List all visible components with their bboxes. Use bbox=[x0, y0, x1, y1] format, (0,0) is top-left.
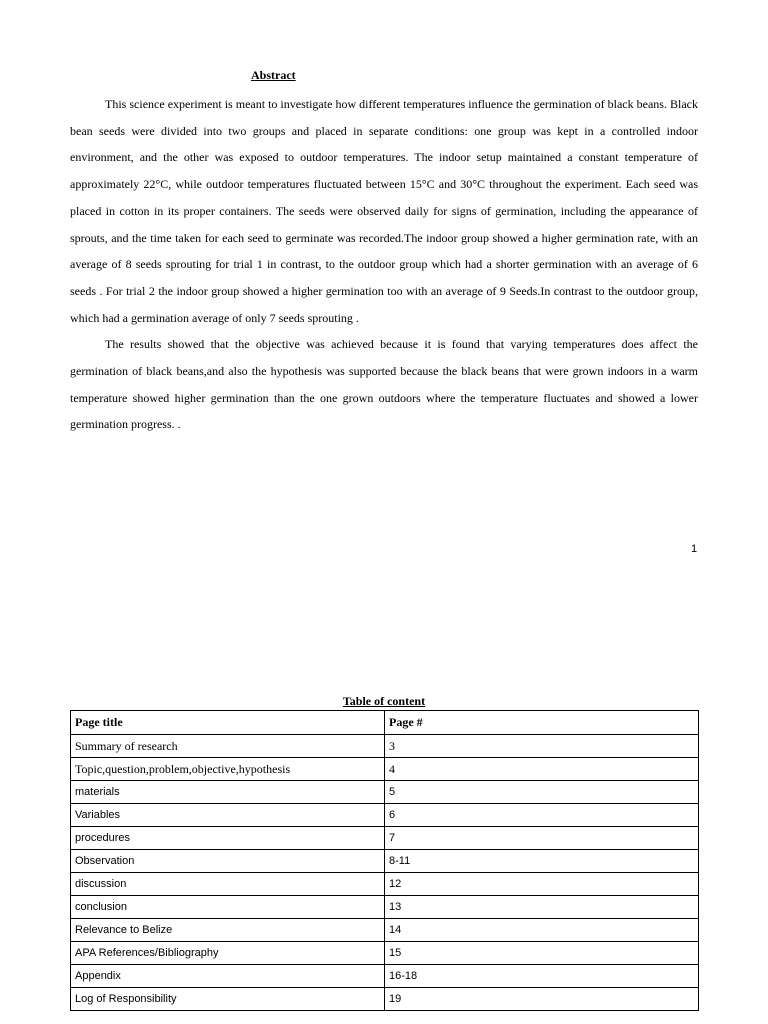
toc-row-page: 13 bbox=[385, 896, 699, 919]
toc-row-page: 4 bbox=[385, 758, 699, 781]
abstract-body bbox=[70, 91, 698, 438]
toc-row-title: discussion bbox=[71, 873, 385, 896]
toc-row bbox=[71, 919, 699, 942]
toc-row-title: Appendix bbox=[71, 965, 385, 988]
abstract-title: Abstract bbox=[251, 68, 296, 82]
toc-row-page: 14 bbox=[385, 919, 699, 942]
toc-row bbox=[71, 758, 699, 781]
toc-row bbox=[71, 804, 699, 827]
toc-row-title: Log of Responsibility bbox=[71, 988, 385, 1011]
toc-row-page: 7 bbox=[385, 827, 699, 850]
toc-row-title: procedures bbox=[71, 827, 385, 850]
toc-row-page: 6 bbox=[385, 804, 699, 827]
toc-row bbox=[71, 735, 699, 758]
toc-title: Table of content bbox=[342, 694, 426, 708]
toc-row bbox=[71, 988, 699, 1011]
toc-row-title: Summary of research bbox=[71, 735, 385, 758]
toc-row-page: 19 bbox=[385, 988, 699, 1011]
toc-row bbox=[71, 827, 699, 850]
toc-row bbox=[71, 850, 699, 873]
toc-header-page-number: Page # bbox=[385, 711, 699, 735]
toc-table bbox=[70, 710, 699, 1011]
toc-row-title: Topic,question,problem,objective,hypothesis bbox=[71, 758, 385, 781]
toc-row-page: 15 bbox=[385, 942, 699, 965]
toc-row-title: Variables bbox=[71, 804, 385, 827]
toc-row bbox=[71, 873, 699, 896]
toc-header-row bbox=[71, 711, 699, 735]
toc-row-page: 12 bbox=[385, 873, 699, 896]
toc-row bbox=[71, 942, 699, 965]
toc-row-title: Relevance to Belize bbox=[71, 919, 385, 942]
toc-row-title: conclusion bbox=[71, 896, 385, 919]
toc-row-title: Observation bbox=[71, 850, 385, 873]
toc-header-page-title: Page title bbox=[71, 711, 385, 735]
toc-row-title: materials bbox=[71, 781, 385, 804]
abstract-paragraph: This science experiment is meant to investigate how different temperatures influence the germination of black beans. Black bean seeds were divided into two groups and placed in separate conditions: one group was kept in a controlled indoor environment, and the other was exposed to outdoor temperatures. The indoor setup maintained a constant temperature of approximately 22°C, while outdoor temperatures fluctuated between 15°C and 30°C throughout the experiment. Each seed was placed in cotton in its proper containers. The seeds were observed daily for signs of germination, including the appearance of sprouts, and the time taken for each seed to germinate was recorded.The indoor group showed a higher germination rate, with an average of 8 seeds sprouting for trial 1 in contrast, to the outdoor group which had a shorter germination with an average of 6 seeds . For trial 2 the indoor group showed a higher germination too with an average of 9 Seeds.In contrast to the outdoor group, which had a germination average of only 7 seeds sprouting . bbox=[70, 97, 698, 325]
toc-row-page: 8-11 bbox=[385, 850, 699, 873]
toc-row-page: 5 bbox=[385, 781, 699, 804]
toc-row bbox=[71, 965, 699, 988]
toc-row-page: 3 bbox=[385, 735, 699, 758]
toc-row-title: APA References/Bibliography bbox=[71, 942, 385, 965]
abstract-paragraph: The results showed that the objective was achieved because it is found that varying temperatures does affect the germination of black beans,and also the hypothesis was supported because the black beans that were grown indoors in a warm temperature showed higher germination than the one grown outdoors where the temperature fluctuates and showed a lower germination progress. . bbox=[70, 337, 698, 432]
toc-row-page: 16-18 bbox=[385, 965, 699, 988]
toc-row bbox=[71, 781, 699, 804]
page-number: 1 bbox=[691, 543, 698, 555]
toc-row bbox=[71, 896, 699, 919]
